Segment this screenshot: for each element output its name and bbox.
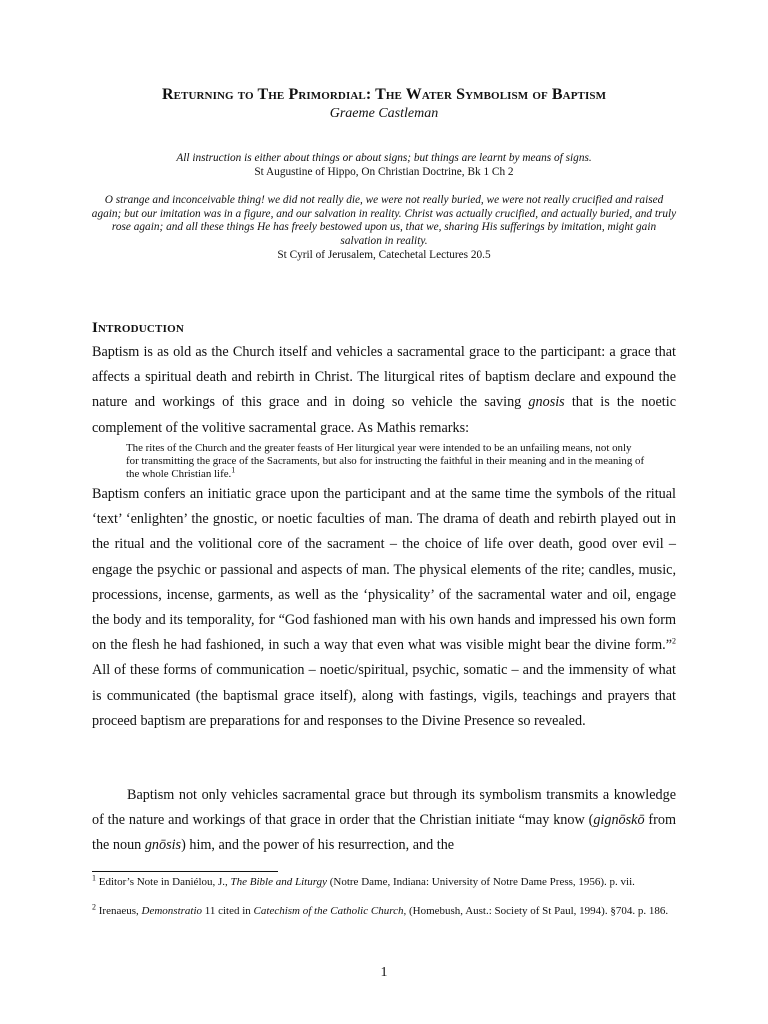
italic-term: gnosis [528,394,565,411]
footnote-2 [92,902,676,919]
footnote-text: Irenaeus, [96,905,142,917]
epigraph-source: St Cyril of Jerusalem, Catechetal Lectures 20.5 [277,248,491,261]
footnote-book-title: Demonstratio [141,905,203,917]
paragraph-initiatic-grace [92,482,676,734]
footnote-separator [92,871,278,872]
paragraph-text: ) him, and the power of his resurrection, and the [181,837,455,854]
paragraph-text: Baptism confers an initiatic grace upon the participant and at the same time the symbols of the ritual ‘text’ ‘enlighten’ the gnostic, or noetic faculties of man. The drama of death and rebirth played out in the ritual and the volitional core of the sacrament – the choice of life over death, good over evil – engage the psychic or passional and aspects of man. The physical elements of the rite; candles, music, processions, incense, garments, as well as the ‘physicality’ of the sacramental water and oil, engage the body and its temporality, for “God fashioned man with his own hands and impressed his own form on the flesh he had fashioned, in such a way that even what was visible might bear the divine form.” [92,486,676,654]
block-quote [126,442,646,481]
footnote-book-title: The Bible and Liturgy [230,876,327,888]
italic-term: gignōskō [593,812,645,829]
page-number: 1 [380,965,388,980]
paragraph-intro [92,340,676,441]
footnote-text: 11 cited in [202,905,254,917]
paragraph-text: All of these forms of communication – noetic/spiritual, psychic, somatic – and the immensity of what is communicated (the baptismal grace itself), along with fastings, vigils, teachings and prayers that proceed baptism are preparations for and responses to the Divine Presence so revealed. [92,662,676,729]
italic-term: gnōsis [144,837,182,854]
author-name: Graeme Castleman [329,106,439,121]
paragraph-symbolism [92,783,676,859]
footnote-text: Editor’s Note in Daniélou, J., [96,876,231,888]
footnote-book-title: Catechism of the Catholic Church, [253,905,407,917]
section-heading: Introduction [92,320,184,336]
footnote-marker: 1 [231,465,236,475]
footnote-number: 2 [92,902,96,912]
title-text: Returning to The Primordial: The Water Symbolism of Baptism [161,86,607,103]
epigraph-augustine [90,152,678,179]
block-quote-text: The rites of the Church and the greater feasts of Her liturgical year were intended to be an unfailing means, not only for transmitting the grace of the Sacraments, but also for instructing the faithful in their meaning and in the meaning of the whole Christian life. [126,442,645,481]
footnote-text: (Notre Dame, Indiana: University of Notre Dame Press, 1956). p. vii. [326,876,635,888]
footnote-number: 1 [92,873,96,883]
footnote-marker: 2 [672,636,676,646]
paragraph-text: that is the noetic complement of the volitive sacramental grace. As Mathis remarks: [92,394,676,436]
epigraph-cyril [90,194,678,263]
footnote-text: (Homebush, Aust.: Society of St Paul, 1994). §704. p. 186. [406,905,669,917]
epigraph-quote: All instruction is either about things or about signs; but things are learnt by means of signs. [176,152,592,164]
epigraph-source: St Augustine of Hippo, On Christian Doctrine, Bk 1 Ch 2 [254,165,514,178]
epigraph-quote: O strange and inconceivable thing! we did not really die, we were not really buried, we were not really crucified and raised again; but our imitation was in a figure, and our salvation in reality. Christ was actually crucified, and actually buried, and truly rose again; and all these things He has freely bestowed upon us, that we, sharing His sufferings by imitation, might gain salvation in reality. [91,194,677,248]
paragraph-text: from the noun [92,812,676,854]
footnote-1 [92,873,676,890]
paragraph-text: Baptism not only vehicles sacramental grace but through its symbolism transmits a knowledge of the nature and workings of that grace in order that the Christian initiate “may know ( [92,787,676,829]
document-title [0,86,768,104]
paragraph-text: Baptism is as old as the Church itself and vehicles a sacramental grace to the participant: a grace that affects a spiritual death and rebirth in Christ. The liturgical rites of baptism declare and expound the nature and workings of this grace and in doing so vehicle the saving [92,344,676,411]
